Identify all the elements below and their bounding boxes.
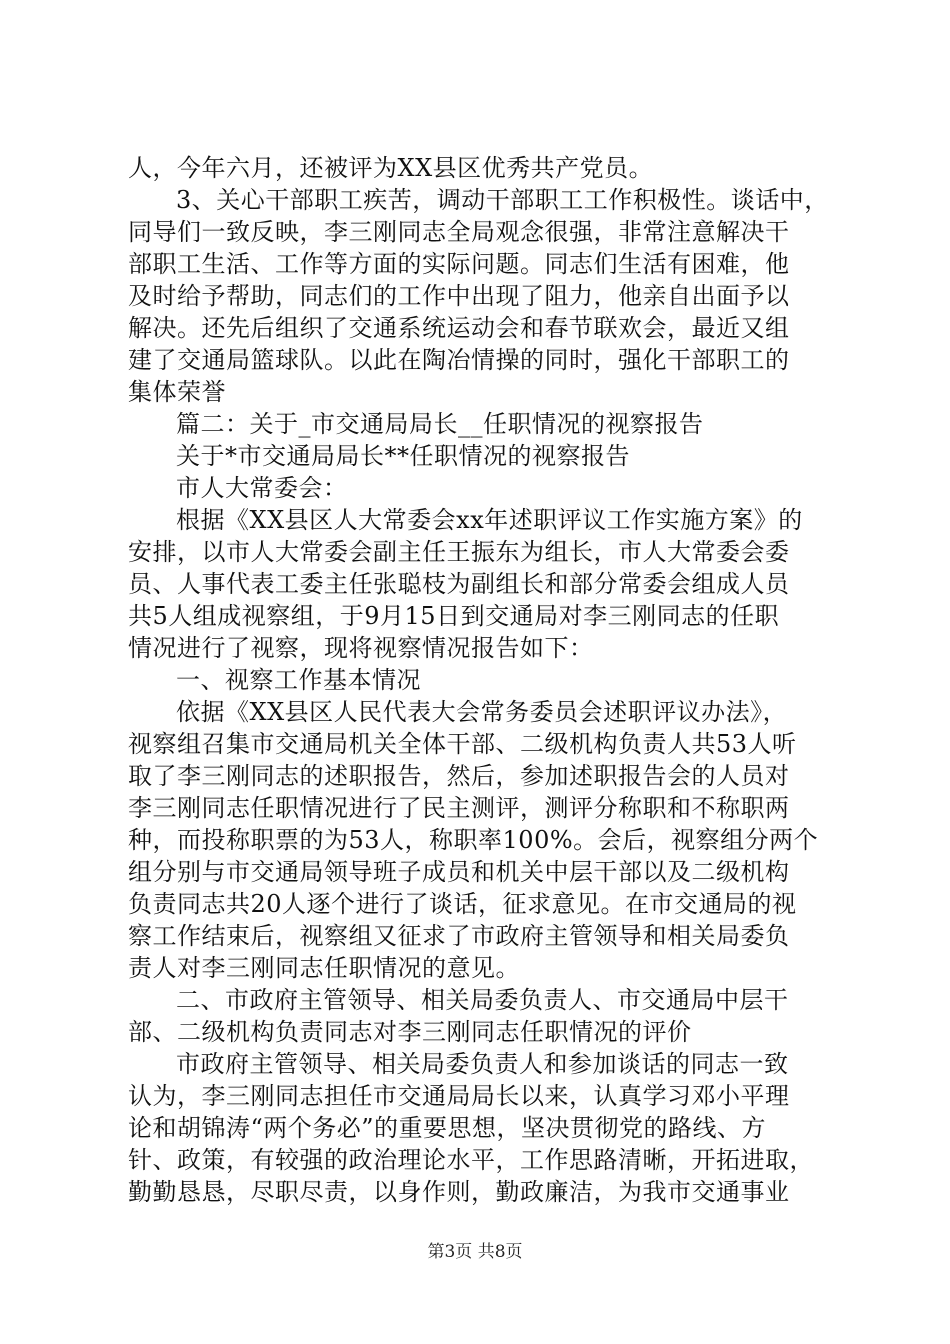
text-line: 负责同志共20人逐个进行了谈话，征求意见。在市交通局的视 [128,890,797,918]
section-heading: 一、视察工作基本情况 [176,666,421,694]
page-number: 第3页 共8页 [427,1242,523,1262]
section-heading: 篇二：关于_市交通局局长__任职情况的视察报告 [176,410,704,438]
report-title: 关于*市交通局局长**任职情况的视察报告 [176,442,630,470]
salutation: 市人大常委会： [176,474,348,502]
text-line: 认为，李三刚同志担任市交通局局长以来，认真学习邓小平理 [128,1082,790,1110]
text-line: 人，今年六月，还被评为XX县区优秀共产党员。 [128,154,654,182]
text-line: 及时给予帮助，同志们的工作中出现了阻力，他亲自出面予以 [128,282,790,310]
text-line: 种，而投称职票的为53人，称职率100%。会后，视察组分两个 [128,826,819,854]
text-line: 情况进行了视察，现将视察情况报告如下： [128,634,594,662]
text-line: 建了交通局篮球队。以此在陶冶情操的同时，强化干部职工的 [128,346,790,374]
text-line: 安排，以市人大常委会副主任王振东为组长，市人大常委会委 [128,538,790,566]
text-line: 3、关心干部职工疾苦，调动干部职工工作积极性。谈话中， [176,186,829,214]
section-heading: 部、二级机构负责同志对李三刚同志任职情况的评价 [128,1018,692,1046]
text-line: 解决。还先后组织了交通系统运动会和春节联欢会，最近又组 [128,314,790,342]
text-line: 组分别与市交通局领导班子成员和机关中层干部以及二级机构 [128,858,790,886]
text-line: 共5人组成视察组，于9月15日到交通局对李三刚同志的任职 [128,602,780,630]
text-line: 责人对李三刚同志任职情况的意见。 [128,954,520,982]
section-heading: 二、市政府主管领导、相关局委负责人、市交通局中层干 [176,986,789,1014]
text-line: 集体荣誉 [128,378,226,406]
text-line: 李三刚同志任职情况进行了民主测评，测评分称职和不称职两 [128,794,790,822]
text-line: 论和胡锦涛“两个务必”的重要思想，坚决贯彻党的路线、方 [128,1114,767,1142]
text-line: 勤勤恳恳，尽职尽责，以身作则，勤政廉洁，为我市交通事业 [128,1178,790,1206]
text-line: 部职工生活、工作等方面的实际问题。同志们生活有困难，他 [128,250,790,278]
text-line: 同导们一致反映，李三刚同志全局观念很强，非常注意解决干 [128,218,790,246]
text-line: 员、人事代表工委主任张聪枝为副组长和部分常委会组成人员 [128,570,790,598]
text-line: 根据《XX县区人大常委会xx年述职评议工作实施方案》的 [176,506,803,534]
text-line: 取了李三刚同志的述职报告，然后，参加述职报告会的人员对 [128,762,790,790]
text-line: 市政府主管领导、相关局委负责人和参加谈话的同志一致 [176,1050,789,1078]
text-line: 针、政策，有较强的政治理论水平，工作思路清晰，开拓进取， [128,1146,814,1174]
text-line: 察工作结束后，视察组又征求了市政府主管领导和相关局委负 [128,922,790,950]
text-line: 视察组召集市交通局机关全体干部、二级机构负责人共53人听 [128,730,797,758]
text-line: 依据《XX县区人民代表大会常务委员会述职评议办法》， [176,698,788,726]
